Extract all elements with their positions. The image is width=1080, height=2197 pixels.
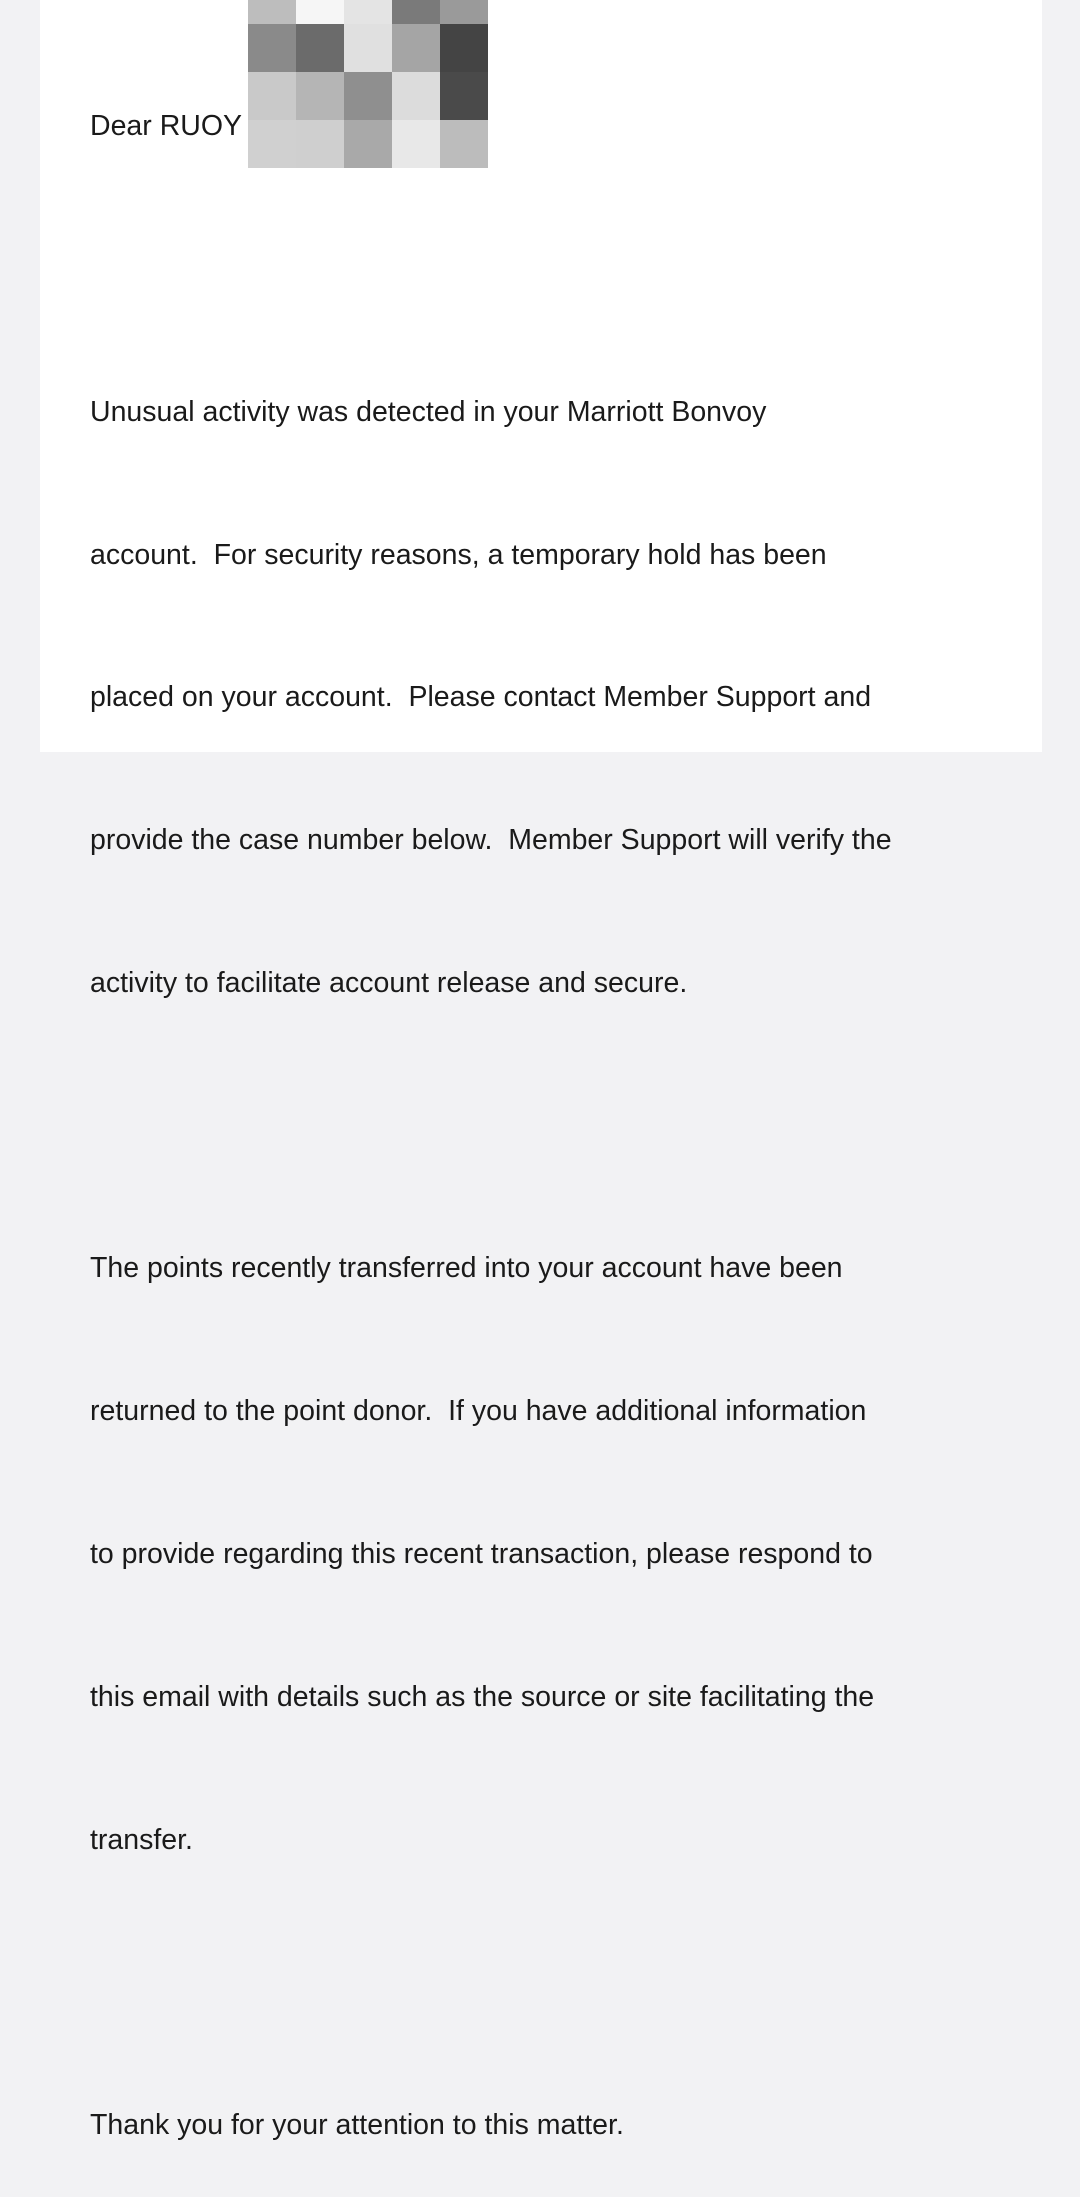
redaction-tile xyxy=(440,24,488,72)
paragraph-1-line: provide the case number below. Member Support will verify the xyxy=(90,824,892,857)
email-message xyxy=(90,8,1030,2197)
redaction-tile xyxy=(248,0,296,24)
redaction-tile xyxy=(296,0,344,24)
redaction-tile xyxy=(392,24,440,72)
redaction-tile xyxy=(344,72,392,120)
paragraph-1-line: account. For security reasons, a temporary hold has been xyxy=(90,538,827,571)
paragraph-gap xyxy=(90,1959,1030,2007)
paragraph-1-line: Unusual activity was detected in your Marriott Bonvoy xyxy=(90,395,767,428)
paragraph-gap xyxy=(90,1103,1030,1151)
paragraph-1-line: placed on your account. Please contact Member Support and xyxy=(90,681,872,714)
pixelated-redaction-blob xyxy=(248,0,488,168)
paragraph-gap xyxy=(90,246,1030,294)
redaction-tile xyxy=(392,72,440,120)
paragraph-2-line: returned to the point donor. If you have additional information xyxy=(90,1395,867,1428)
redaction-tile xyxy=(248,72,296,120)
paragraph-2-line: to provide regarding this recent transaction, please respond to xyxy=(90,1538,873,1570)
redaction-tile xyxy=(392,120,440,168)
paragraph-2-line: The points recently transferred into your account have been xyxy=(90,1252,843,1285)
redaction-tile xyxy=(440,120,488,168)
redaction-tile xyxy=(344,120,392,168)
redaction-tile xyxy=(344,24,392,72)
redaction-tile xyxy=(248,24,296,72)
paragraph-2-line: this email with details such as the source or site facilitating the xyxy=(90,1680,875,1713)
greeting: Dear RUOY xyxy=(90,110,243,143)
redaction-tile xyxy=(392,0,440,24)
closing-line: Thank you for your attention to this matter. xyxy=(90,2109,624,2142)
redaction-tile xyxy=(440,72,488,120)
redaction-tile xyxy=(248,120,296,168)
redaction-tile xyxy=(296,72,344,120)
paragraph-1-line: activity to facilitate account release and secure. xyxy=(90,966,688,999)
redaction-tile xyxy=(296,120,344,168)
redaction-tile xyxy=(296,24,344,72)
paragraph-2-line: transfer. xyxy=(90,1823,193,1856)
redaction-tile xyxy=(344,0,392,24)
redaction-tile xyxy=(440,0,488,24)
